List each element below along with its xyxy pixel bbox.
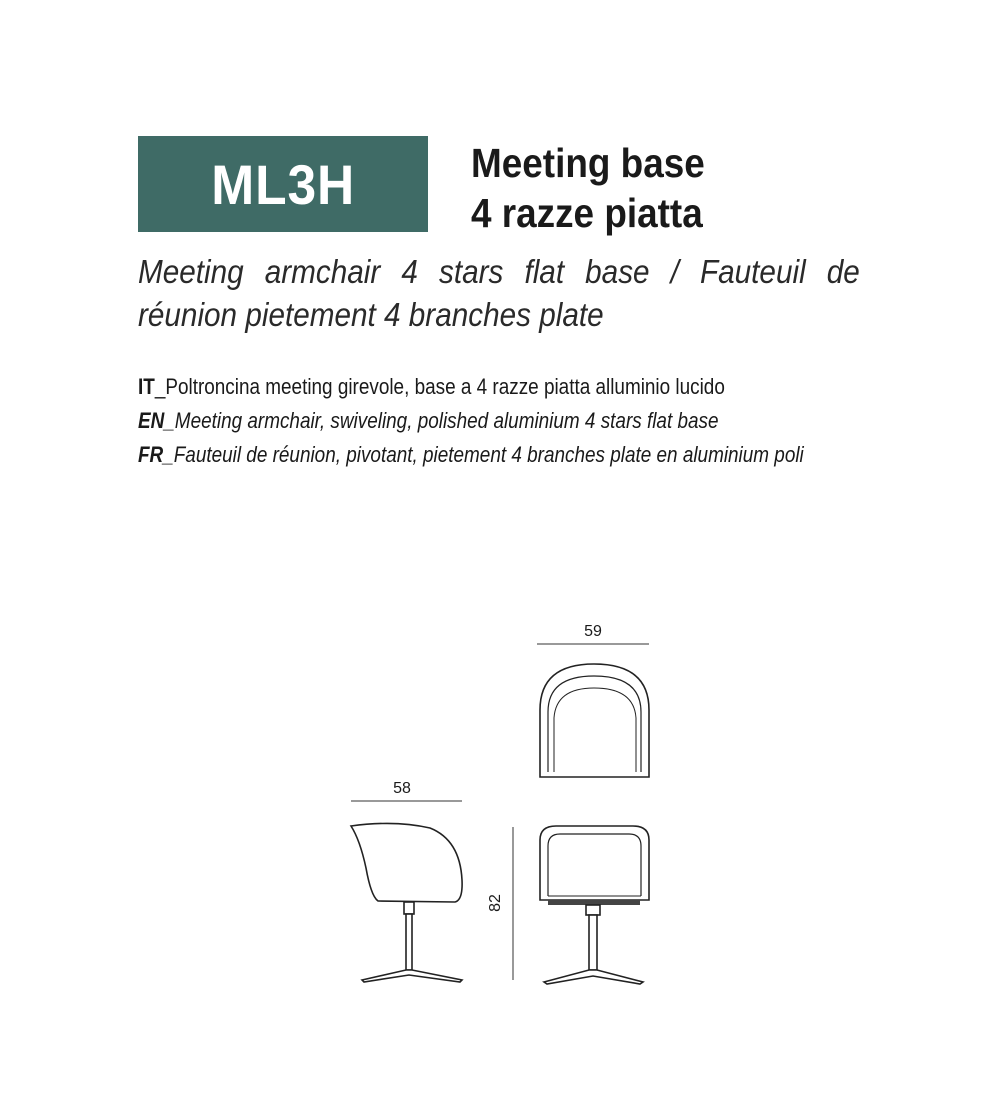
descriptions	[138, 370, 958, 472]
lang-code-it: IT	[138, 374, 155, 399]
description-it-text: _Poltroncina meeting girevole, base a 4 razze piatta alluminio lucido	[154, 374, 725, 399]
product-title	[471, 138, 871, 238]
height-dimension	[487, 827, 513, 980]
description-en	[138, 404, 843, 438]
lang-code-en: EN	[138, 408, 165, 433]
top-width-dimension	[537, 623, 649, 644]
top-width-label: 59	[584, 623, 602, 640]
title-line-1: Meeting base	[471, 140, 705, 186]
side-width-dimension	[351, 780, 462, 801]
technical-drawing	[330, 600, 690, 1000]
product-code-badge	[138, 136, 428, 232]
lang-code-fr: FR	[138, 442, 164, 467]
description-fr	[138, 438, 843, 472]
height-label: 82	[487, 894, 504, 912]
title-line-2: 4 razze piatta	[471, 190, 703, 236]
chair-top-view	[540, 664, 649, 777]
product-subtitle: Meeting armchair 4 stars flat base / Fauteuil de réunion pietement 4 branches plate	[138, 253, 860, 333]
product-code: ML3H	[211, 152, 355, 216]
description-en-text: _Meeting armchair, swiveling, polished aluminium 4 stars flat base	[164, 408, 719, 433]
chair-front-view	[540, 826, 649, 984]
description-fr-text: _Fauteuil de réunion, pivotant, pietement 4 branches plate en aluminium poli	[163, 442, 804, 467]
side-width-label: 58	[393, 780, 411, 797]
chair-side-view	[351, 823, 462, 982]
description-it	[138, 370, 843, 404]
